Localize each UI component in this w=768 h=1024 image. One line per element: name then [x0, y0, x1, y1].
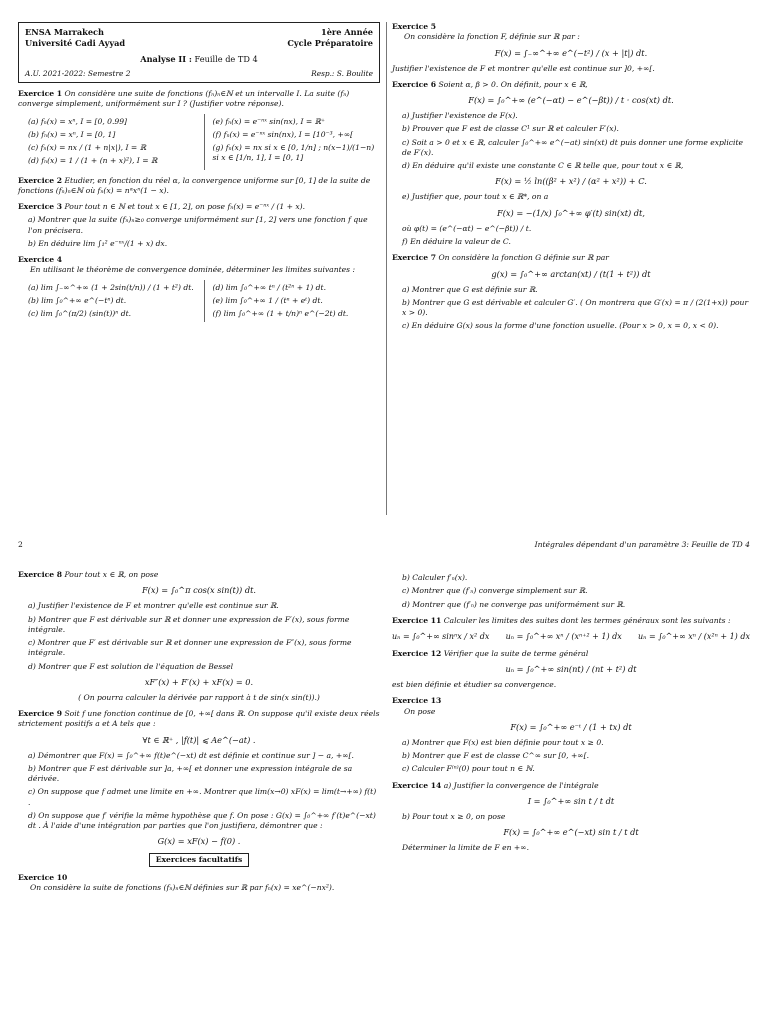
exercise-title: Exercice 6	[392, 79, 437, 89]
running-head	[18, 540, 750, 550]
exercise-10	[18, 873, 380, 894]
exercise-text: On considère la suite de fonctions (fₙ)ₙ∈ℕ définies sur ℝ par fₙ(x) = xe^(−nx²).	[30, 883, 335, 892]
exercise-title: Exercice 3	[18, 202, 63, 212]
limit-c: (c) lim ∫₀^(π/2) (sin(t))ⁿ dt.	[28, 309, 132, 319]
case-a: (a) fₙ(x) = xⁿ, I = [0, 0.99]	[28, 116, 128, 126]
formula: xF″(x) + F′(x) + xF(x) = 0.	[144, 676, 254, 687]
question-c: c) En déduire G(x) sous la forme d'une fonction usuelle. (Pour x > 0, x = 0, x < 0).	[402, 321, 719, 331]
page-2	[0, 530, 768, 1024]
definition: où φ(t) = (e^(−αt) − e^(−βt)) / t.	[402, 223, 532, 233]
formula: F(x) = ½ ln((β² + x²) / (α² + x²)) + C.	[495, 176, 647, 187]
page2-right-column	[392, 570, 750, 857]
exercise-title: Exercice 2	[18, 175, 63, 185]
question-d: d) Montrer que F est solution de l'équation de Bessel	[28, 661, 234, 671]
question-a: a) Justifier l'existence de F(x).	[402, 111, 518, 121]
page-number: 2	[18, 540, 23, 549]
exercise-title: Exercice 10	[18, 872, 68, 882]
sequence-3: uₙ = ∫₀^+∞ xⁿ / (x²ⁿ + 1) dx	[638, 632, 750, 641]
exercise-text: On pose	[404, 706, 436, 716]
exercise-4-limits	[28, 280, 380, 323]
exercise-question: Déterminer la limite de F en +∞.	[402, 843, 529, 853]
exercise-2	[18, 176, 380, 197]
question-e: e) Justifier que, pour tout x ∈ ℝ*, on a	[402, 192, 549, 202]
exercise-8	[18, 570, 380, 703]
question-b: b) Prouver que F est de classe C¹ sur ℝ et calculer F′(x).	[402, 124, 619, 134]
formula: I = ∫₀^+∞ sin t / t dt	[527, 795, 615, 806]
limit-e: (e) lim ∫₀^+∞ 1 / (tⁿ + eᵗ) dt.	[212, 295, 323, 305]
formula: F(x) = ∫₋∞^+∞ e^(−t²) / (x + |t|) dt.	[494, 47, 648, 58]
sheet-header	[18, 22, 380, 83]
exercise-10-continued	[392, 573, 750, 610]
exercise-11	[392, 616, 750, 643]
exercise-title: Exercice 12	[392, 648, 442, 658]
question-b: b) Calculer f′ₙ(x).	[402, 573, 468, 582]
question-a: a) Démontrer que F(x) = ∫₀^+∞ f(t)e^(−xt) dt est définie et continue sur ] − a, +∞[.	[28, 750, 354, 760]
formula: F(x) = ∫₀^π cos(x sin(t)) dt.	[142, 585, 256, 596]
case-f: (f) fₙ(x) = e⁻ⁿˣ sin(nx), I = [10⁻³, +∞[	[212, 129, 354, 139]
question-a: a) Montrer que F(x) est bien définie pour tout x ≥ 0.	[402, 737, 604, 747]
limit-a: (a) lim ∫₋∞^+∞ (1 + 2sin(t/n)) / (1 + t²) dt.	[28, 282, 194, 292]
question-a: a) Justifier l'existence de F et montrer qu'elle est continue sur ℝ.	[28, 601, 279, 611]
exercise-9	[18, 709, 380, 847]
exercise-title: Exercice 1	[18, 89, 63, 99]
formula: F(x) = −(1/x) ∫₀^+∞ φ′(t) sin(xt) dt,	[497, 207, 645, 218]
case-e: (e) fₙ(x) = e⁻ⁿˣ sin(nx), I = ℝ⁺	[212, 116, 325, 126]
question-b: b) Pour tout x ≥ 0, on pose	[402, 811, 506, 821]
exercise-title: Exercice 14	[392, 780, 442, 790]
formula: F(x) = ∫₀^+∞ e⁻ᵗ / (1 + tx) dt	[510, 721, 632, 732]
responsible: Resp.: S. Boulite	[311, 69, 373, 79]
question-b: b) Montrer que F est dérivable sur ]a, +∞[ et donner une expression intégrale de sa dérivée.	[28, 763, 353, 784]
question-c: c) Montrer que (f′ₙ) converge simplement sur ℝ.	[402, 586, 588, 596]
question-c: c) On suppose que f admet une limite en +∞. Montrer que lim(x→0) xF(x) = lim(t→+∞) f(t) .	[28, 787, 377, 807]
question-d: d) Montrer que (f′ₙ) ne converge pas uniformément sur ℝ.	[402, 599, 626, 609]
year-label: 1ère Année	[321, 27, 373, 37]
formula: F(x) = ∫₀^+∞ e^(−xt) sin t / t dt	[503, 827, 639, 838]
school-name: ENSA Marrakech	[25, 27, 104, 37]
question-c: c) Calculer F⁽ⁿ⁾(0) pour tout n ∈ ℕ.	[402, 764, 535, 774]
sequence-2: uₙ = ∫₀^+∞ xⁿ / (xⁿ⁺² + 1) dx	[505, 632, 622, 641]
formula: uₙ = ∫₀^+∞ sin(nt) / (nt + t²) dt	[505, 664, 637, 675]
limit-divider	[204, 280, 205, 323]
exercise-title: Exercice 13	[392, 696, 442, 706]
academic-year: A.U. 2021-2022: Semestre 2	[25, 69, 131, 79]
limit-b: (b) lim ∫₀^+∞ e^(−tⁿ) dt.	[28, 295, 127, 305]
page2-left-column	[18, 570, 380, 893]
exercise-6	[392, 80, 750, 247]
exercise-question: Justifier l'existence de F et montrer qu'elle est continue sur ]0, +∞[.	[392, 63, 655, 73]
question-c: c) Soit a > 0 et x ∈ ℝ, calculer ∫₀^+∞ e^(−at) sin(xt) dt puis donner une forme explicite de F′(x).	[402, 137, 744, 157]
running-title: Intégrales dépendant d'un paramètre 3: Feuille de TD 4	[534, 540, 750, 549]
exercise-5	[392, 22, 750, 74]
formula: F(x) = ∫₀^+∞ (e^(−αt) − e^(−βt)) / t · cos(xt) dt.	[468, 95, 674, 106]
question-d: d) En déduire qu'il existe une constante C ∈ ℝ telle que, pour tout x ∈ ℝ,	[402, 161, 684, 171]
formula: g(x) = ∫₀^+∞ arctan(xt) / (t(1 + t²)) dt	[491, 268, 651, 279]
exercise-text: Pour tout n ∈ ℕ et tout x ∈ [1, 2], on pose fₙ(x) = e⁻ⁿˣ / (1 + x).	[62, 202, 306, 212]
case-g: (g) fₙ(x) = nx si x ∈ [0, 1/n] ; n(x−1)/(1−n) si x ∈ [1/n, 1], I = [0, 1]	[212, 143, 375, 163]
question-b: b) En déduire lim ∫₁² e⁻ⁿˣ/(1 + x) dx.	[28, 238, 168, 248]
exercise-4	[18, 255, 380, 322]
exercise-text: On considère la fonction G définie sur ℝ par	[436, 253, 609, 263]
exercise-title: Exercice 11	[392, 615, 442, 625]
question-c: c) Montrer que F′ est dérivable sur ℝ et donner une expression de F″(x), sous forme intégrale.	[28, 638, 352, 658]
exercise-text: a) Justifier la convergence de l'intégrale	[441, 780, 599, 790]
sequence-list	[392, 632, 750, 643]
exercise-12	[392, 649, 750, 691]
question-b: b) Montrer que G est dérivable et calculer G′. ( On montrera que G′(x) = π / (2(1+x)) pour x > 0).	[402, 297, 749, 318]
exercise-text: En utilisant le théorème de convergence dominée, déterminer les limites suivantes :	[30, 265, 356, 275]
question-d: d) On suppose que f′ vérifie la même hypothèse que f. On pose : G(x) = ∫₀^+∞ f′(t)e^(−xt) dt . À l'aide d'une intégration par parties que l'on justifiera, démontrer que :	[28, 810, 376, 831]
exercise-title: Exercice 5	[392, 22, 437, 31]
question-b: b) Montrer que F est de classe C^∞ sur [0, +∞[.	[402, 751, 590, 761]
sheet-subtitle: Feuille de TD 4	[191, 54, 258, 65]
exercise-question: est bien définie et étudier sa convergence.	[392, 680, 557, 690]
formula: ∀t ∈ ℝ⁺ , |f(t)| ⩽ Ae^(−at) .	[142, 734, 256, 745]
exercise-title: Exercice 7	[392, 253, 437, 263]
exercise-text: Soient α, β > 0. On définit, pour x ∈ ℝ,	[436, 79, 588, 89]
question-f: f) En déduire la valeur de C.	[402, 237, 511, 246]
optional-section	[18, 853, 380, 867]
exercise-text: Pour tout x ∈ ℝ, on pose	[62, 570, 159, 579]
question-a: a) Montrer que la suite (fₙ)ₙ≥₀ converge uniformément sur [1, 2] vers une fonction f que l'on précisera.	[28, 215, 368, 235]
optional-heading: Exercices facultatifs	[149, 853, 250, 867]
exercise-3	[18, 202, 380, 249]
page1-right-column	[392, 22, 750, 335]
exercise-text: Vérifier que la suite de terme général	[441, 648, 589, 658]
sequence-1: uₙ = ∫₀^+∞ sinⁿx / x² dx	[392, 632, 490, 641]
exercise-title: Exercice 9	[18, 709, 63, 719]
exercise-13	[392, 696, 750, 774]
exercise-title: Exercice 8	[18, 570, 63, 579]
exercise-text: Soit f une fonction continue de [0, +∞[ dans ℝ. On suppose qu'il existe deux réels strictement positifs a et A tels que :	[18, 709, 380, 729]
exercise-14	[392, 781, 750, 854]
question-b: b) Montrer que F est dérivable sur ℝ et donner une expression de F′(x), sous forme intégrale.	[28, 614, 350, 634]
hint: ( On pourra calculer la dérivée par rapport à t de sin(x sin(t)).)	[78, 692, 320, 702]
case-c: (c) fₙ(x) = nx / (1 + n|x|), I = ℝ	[28, 143, 147, 153]
exercise-7	[392, 253, 750, 331]
limit-d: (d) lim ∫₀^+∞ tⁿ / (t²ⁿ + 1) dt.	[212, 282, 327, 292]
case-divider	[204, 114, 205, 170]
sheet-title: Analyse II :	[140, 54, 192, 65]
case-b: (b) fₙ(x) = xⁿ, I = [0, 1]	[28, 129, 116, 139]
limit-f: (f) lim ∫₀^+∞ (1 + t/n)ⁿ e^(−2t) dt.	[212, 309, 349, 319]
exercise-text: On considère la fonction F, définie sur ℝ par :	[404, 32, 580, 42]
exercise-text: Calculer les limites des suites dont les termes généraux sont les suivants :	[441, 615, 731, 625]
case-d: (d) fₙ(x) = 1 / (1 + (n + x)²), I = ℝ	[28, 156, 158, 166]
exercise-1-cases	[28, 114, 380, 170]
question-a: a) Montrer que G est définie sur ℝ.	[402, 284, 538, 294]
page1-left-column	[18, 22, 380, 326]
exercise-text: Etudier, en fonction du réel α, la convergence uniforme sur [0, 1] de la suite de fonctions (fₙ)ₙ∈ℕ où fₙ(x) = nᵅxⁿ(1 − x).	[18, 175, 371, 195]
exercise-1	[18, 89, 380, 170]
column-divider	[386, 22, 387, 515]
cycle-label: Cycle Préparatoire	[287, 38, 373, 49]
exercise-text: On considère une suite de fonctions (fₙ)ₙ∈ℕ et un intervalle I. La suite (fₙ) converge simplement, uniformément sur I ? (Justifier votre réponse).	[18, 89, 350, 109]
university-name: Université Cadi Ayyad	[25, 38, 126, 49]
exercise-title: Exercice 4	[18, 255, 63, 265]
formula: G(x) = xF(x) − f(0) .	[157, 836, 241, 847]
